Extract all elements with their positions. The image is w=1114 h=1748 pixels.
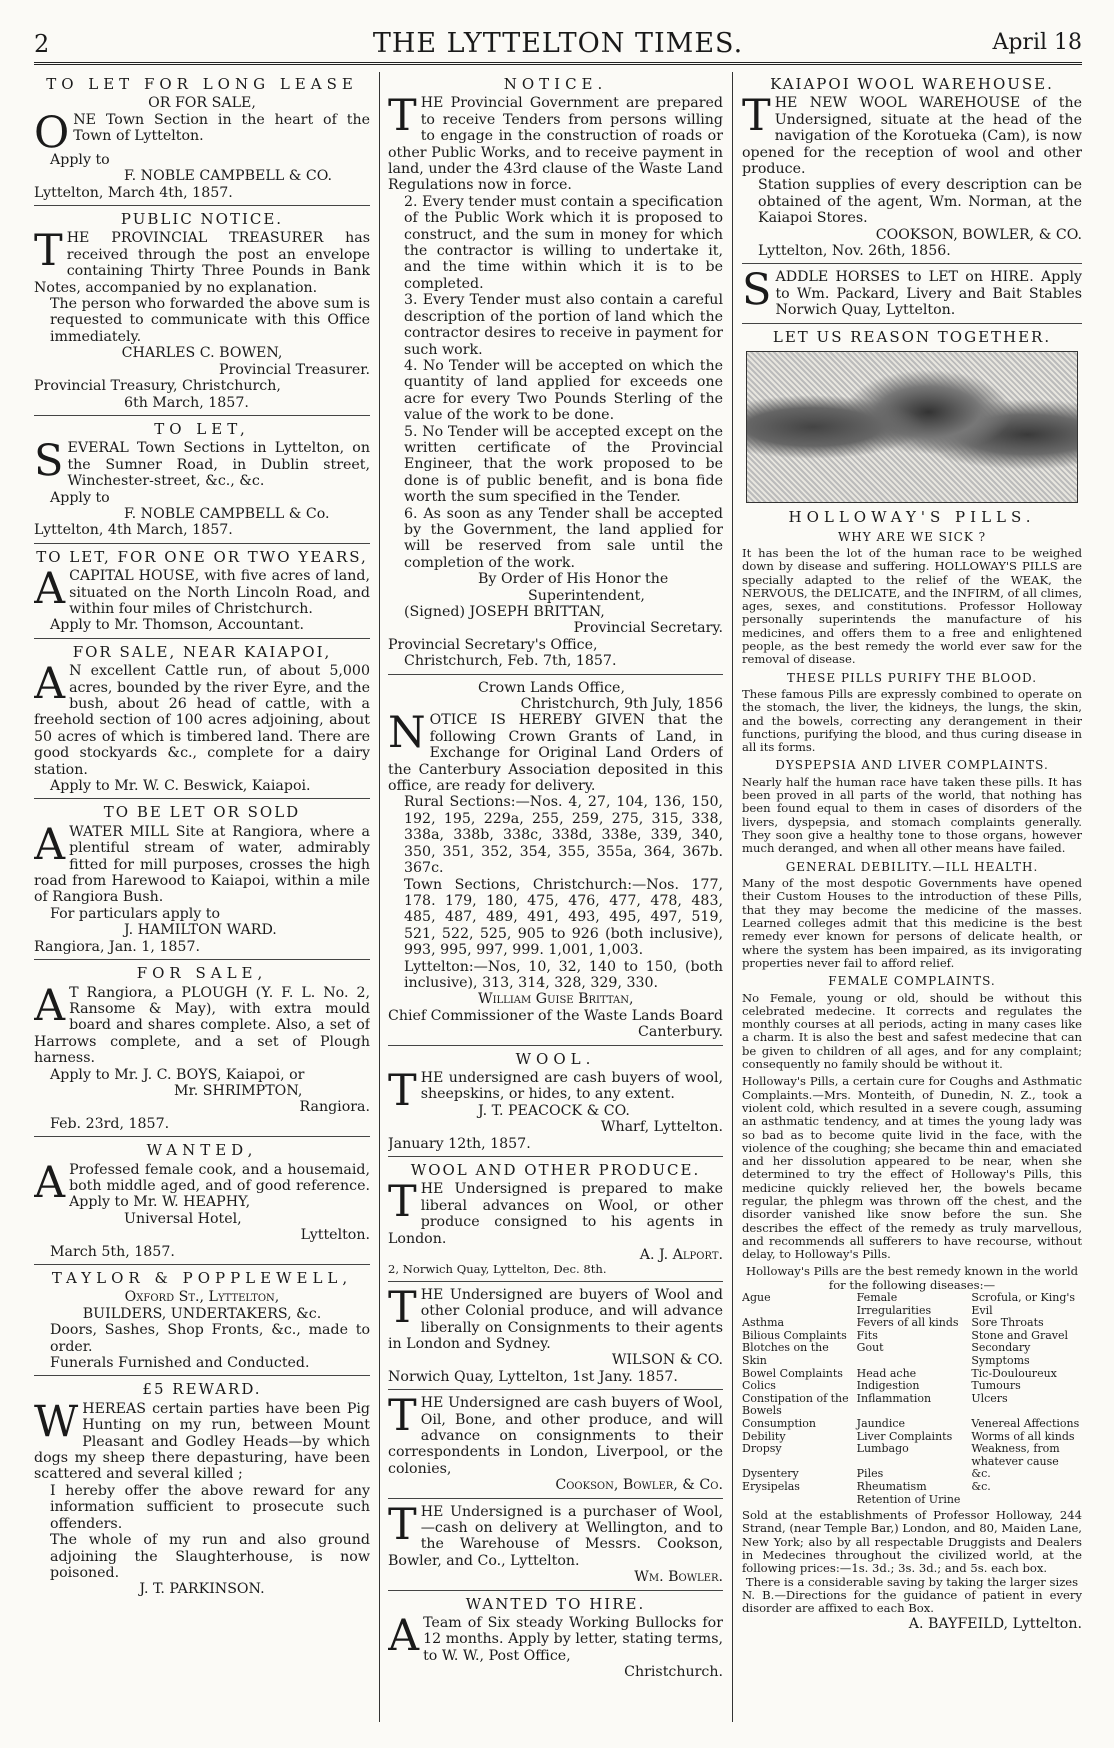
masthead — [34, 26, 1082, 65]
signature: Wm. Bowler. — [634, 1569, 723, 1586]
advert-body: Station supplies of every description can be obtained of the agent, Wm. Norman, at the Kaiapoi Stores. — [758, 177, 1082, 227]
dateline: Christchurch, Feb. 7th, 1857. — [404, 653, 617, 670]
advert-water-mill — [34, 804, 370, 960]
apply-line: Apply to — [50, 489, 110, 506]
advert-body: Professed female cook, and a housemaid, both middle aged, and of good reference. Apply to Mr. W. HEAPHY, — [69, 1161, 370, 1211]
advert-builders — [34, 1270, 370, 1376]
advert-saddle-horses — [742, 265, 1082, 323]
advert-body: Many of the most despotic Governments have opened their Custom Houses to the introduction of these Pills, that they may become the medicine of the masses. Learned colleges admit that this medicine is the best remedy ever known for persons of delicate health, or where the system has been impaired, as its invigorating properties never fail to afford relief. — [742, 876, 1082, 970]
column-3 — [742, 74, 1082, 1724]
advert-heading: TAYLOR & POPPLEWELL, — [51, 1269, 353, 1287]
apply-line: Apply to Mr. W. C. Beswick, Kaiapoi. — [50, 778, 311, 795]
signature-title: Canterbury. — [638, 1024, 723, 1041]
signature-title: Chief Commissioner of the Waste Lands Board — [388, 1007, 723, 1024]
dateline: Crown Lands Office, — [478, 679, 625, 696]
notice-clause: 2. Every tender must contain a specification of the Public Work which it is proposed to construct, and the sum in money for which the contractor is willing to undertake it, and the time within which it is to be completed. — [404, 193, 723, 292]
disease-item — [742, 1494, 853, 1507]
signature: Mr. SHRIMPTON, — [174, 1082, 303, 1099]
dateline: 6th March, 1857. — [124, 394, 249, 411]
section-heading: DYSPEPSIA AND LIVER COMPLAINTS. — [775, 758, 1049, 773]
disease-item: Jaundice — [856, 1417, 906, 1431]
drop-cap: T — [388, 1391, 417, 1442]
page-number: 2 — [34, 30, 50, 58]
disease-item: Liver Complaints — [856, 1429, 953, 1443]
signature: Universal Hotel, — [124, 1210, 242, 1227]
advert-heading: WANTED, — [146, 1141, 258, 1160]
advert-body: CAPITAL HOUSE, with five acres of land, situated on the North Lincoln Road, and within four miles of Christchurch. — [69, 568, 370, 617]
disease-item: Lumbago — [856, 1442, 909, 1456]
signature-title: Provincial Secretary. — [573, 620, 723, 637]
disease-item: Inflammation — [856, 1391, 932, 1405]
advert-body: Funerals Furnished and Conducted. — [50, 1355, 310, 1372]
testimonial: Holloway's Pills, a certain cure for Coughs and Asthmatic Complaints.—Mrs. Monteith, of Dunedin, N. Z., took a violent cold, which resulted in a severe cough, assuming an asthmatic tendency, and at times the young lady was so bad as to become quite livid in the face, with the violence of the coughing; she became thin and emaciated and her dissolution appeared to be near, when she determined to try the effect of Holloway's Pills, this medicine quickly relieved her, the bowels became regular, the phlegm was thrown off the chest, and the disorder vanished like snow before the sun. She describes the effect of the remedy as truly marvellous, and recommends all sufferers to have recourse, without delay, to Holloway's Pills. — [742, 1074, 1082, 1262]
disease-item: Head ache — [856, 1366, 917, 1380]
signature: A. BAYFEILD, Lyttelton. — [908, 1615, 1082, 1632]
advert-subheading: BUILDERS, UNDERTAKERS, &c. — [82, 1305, 322, 1322]
advert-government-notice — [388, 76, 723, 675]
advert-heading: NOTICE. — [503, 75, 608, 93]
signature: WILSON & CO. — [611, 1352, 723, 1369]
advert-body: HE NEW WOOL WAREHOUSE of the Undersigned, situate at the head of the navigation of the Korotueka (Cam), is now opened for the reception of wool and other produce. — [742, 95, 1082, 178]
apply-line: For particulars apply to — [50, 905, 221, 922]
order-line: By Order of His Honor the — [478, 571, 669, 588]
disease-item: Constipation of the Bowels — [742, 1391, 849, 1418]
dateline: Provincial Treasury, Christchurch, — [34, 378, 281, 395]
advert-heading: TO LET FOR LONG LEASE — [46, 75, 358, 93]
advert-wilson — [388, 1282, 723, 1390]
advert-body: HE Undersigned is prepared to make liberal advances on Wool, or other produce consigned to his agents in London. — [388, 1181, 723, 1247]
signature: CHARLES C. BOWEN, — [121, 345, 283, 362]
dateline: January 12th, 1857. — [388, 1135, 531, 1152]
disease-item: Fevers of all kinds — [856, 1316, 959, 1330]
disease-table — [742, 1292, 1082, 1506]
section-heading: FEMALE COMPLAINTS. — [828, 974, 996, 989]
advert-body: Doors, Sashes, Shop Fronts, &c., made to order. — [50, 1322, 370, 1355]
advert-subheading: Oxford St., Lyttelton, — [124, 1289, 280, 1306]
apply-line: Apply to — [50, 151, 110, 168]
disease-item: Secondary Symptoms — [971, 1341, 1031, 1368]
signature: F. NOBLE CAMPBELL & Co. — [124, 505, 330, 522]
drop-cap: A — [34, 564, 66, 615]
advert-crown-grants — [388, 680, 723, 1046]
engraving-illustration — [746, 351, 1078, 503]
disease-item: Retention of Urine — [856, 1492, 961, 1506]
directions-note: N. B.—Directions for the guidance of patient in every disorder are affixed to each Box. — [742, 1587, 1082, 1616]
advert-body: HEREAS certain parties have been Pig Hunting on my run, between Mount Pleasant and Godley Heads—by which dogs my sheep there depasturing, have been scattered and several killed ; — [34, 1400, 370, 1483]
town-sections: Town Sections, Christchurch:—Nos. 177, 178. 179, 180, 475, 476, 477, 478, 483, 485, 487, 489, 491, 493, 495, 497, 519, 521, 522, 525, 905 to 926 (both inclusive), 993, 995, 997, 999. 1,001, 1,003. — [404, 876, 723, 959]
disease-item: &c. — [971, 1467, 991, 1481]
advert-heading: LET US REASON TOGETHER. — [772, 327, 1052, 346]
advert-heading: PUBLIC NOTICE. — [120, 210, 284, 229]
drop-cap: A — [34, 980, 66, 1031]
signature: F. NOBLE CAMPBELL & CO. — [124, 168, 333, 185]
issue-date: April 18 — [992, 30, 1082, 55]
advert-bowler — [388, 1499, 723, 1591]
disease-intro: Holloway's Pills are the best remedy known in the world for the following diseases:— — [745, 1264, 1079, 1292]
dateline: Lyttelton, 4th March, 1857. — [34, 522, 233, 539]
drop-cap: T — [388, 91, 417, 142]
advert-body: ADDLE HORSES to LET on HIRE. Apply to Wm. Packard, Livery and Bait Stables Norwich Quay, Lyttelton. — [775, 269, 1082, 319]
drop-cap: S — [34, 436, 64, 487]
disease-item: Gout — [856, 1341, 884, 1355]
signature-title: Provincial Treasurer. — [219, 361, 370, 378]
signature-place: Wharf, Lyttelton. — [600, 1119, 723, 1136]
advert-body: HE Undersigned is a purchaser of Wool,—cash on delivery at Wellington, and to the Warehouse of Messrs. Cookson, Bowler, and Co., Lyttelton. — [388, 1503, 723, 1569]
drop-cap: T — [388, 1177, 417, 1228]
sales-info: Sold at the establishments of Professor Holloway, 244 Strand, (near Temple Bar,) London, and 80, Maiden Lane, New York; also by all respectable Druggists and Dealers in Medecines throughout the civilized world, at the following prices:—1s. 3d.; 3s. 3d.; and 5s. each box. — [742, 1508, 1082, 1576]
advert-body: OTICE IS HEREBY GIVEN that the following Crown Grants of Land, in Exchange for Original Land Orders of the Canterbury Association deposited in this office, are ready for delivery. — [388, 712, 723, 795]
advert-to-let — [34, 421, 370, 544]
newspaper-title: THE LYTTELTON TIMES. — [372, 28, 744, 59]
advert-body: N excellent Cattle run, of about 5,000 acres, bounded by the river Eyre, and the bush, about 26 head of cattle, with a freehold section of 100 acres adjoining, about 50 acres of which is timbered land. There are good stockyards &c., complete for a dairy station. — [34, 663, 370, 778]
disease-item: Blotches on the Skin — [742, 1341, 829, 1368]
signature: William Guise Brittan, — [478, 991, 634, 1008]
drop-cap: O — [34, 107, 70, 158]
advert-wool-produce — [388, 1162, 723, 1282]
section-heading: GENERAL DEBILITY.—ILL HEALTH. — [785, 859, 1039, 874]
drop-cap: A — [34, 819, 66, 870]
disease-item: Bilious Complaints — [742, 1328, 847, 1342]
dateline: Rangiora, Jan. 1, 1857. — [34, 938, 200, 955]
advert-heading: KAIAPOI WOOL WAREHOUSE. — [770, 75, 1054, 93]
drop-cap: T — [388, 1282, 417, 1333]
column-rule — [732, 72, 733, 1722]
disease-item: Sore Throats — [971, 1316, 1044, 1330]
advert-holloways-pills — [742, 329, 1082, 1636]
disease-item: Female Irregularities — [856, 1291, 932, 1317]
disease-item: Ague — [742, 1291, 771, 1305]
disease-item: Worms of all kinds — [971, 1429, 1075, 1443]
signature: (Signed) JOSEPH BRITTAN, — [404, 604, 605, 620]
drop-cap: T — [742, 91, 771, 142]
disease-item: Rheumatism — [856, 1479, 927, 1493]
drop-cap: W — [34, 1396, 79, 1447]
advert-capital-house — [34, 549, 370, 639]
notice-clause: 6. As soon as any Tender shall be accepted by the Government, the land applied for will be reserved from sale until the completion of the work. — [404, 505, 723, 571]
advert-body: The whole of my run and also ground adjoining the Slaughterhouse, is now poisoned. — [50, 1532, 370, 1581]
advert-body: The person who forwarded the above sum is requested to communicate with this Office immediately. — [50, 296, 370, 345]
saving-note: There is a considerable saving by taking the larger sizes — [745, 1574, 1079, 1589]
advert-body: HE Undersigned are cash buyers of Wool, Oil, Bone, and other produce, and will advance on consignments to their correspondents in London, Liverpool, or the colonies, — [388, 1395, 723, 1477]
signature-place: Lyttelton. — [300, 1227, 370, 1244]
advert-heading: FOR SALE, NEAR KAIAPOI, — [72, 642, 332, 661]
advert-body: These famous Pills are expressly combined to operate on the stomach, the liver, the kidneys, the lungs, the skin, and the bowels, correcting any derangement in their functions, purifying the blood, and thus curing disease in all its forms. — [742, 686, 1082, 755]
dateline: Lyttelton, March 4th, 1857. — [34, 184, 233, 201]
disease-item: Stone and Gravel — [971, 1328, 1069, 1342]
drop-cap: A — [34, 1157, 66, 1208]
advert-body: HE Provincial Government are prepared to receive Tenders from persons willing to engage in the construction of roads or other Public Works, and to receive payment in land, under the 43rd clause of the Waste Land Regulations now in force. — [388, 95, 723, 194]
apply-line: Apply to Mr. J. C. BOYS, Kaiapoi, or — [50, 1066, 305, 1083]
column-rule — [379, 72, 380, 1722]
advert-heading: FOR SALE, — [136, 964, 268, 983]
advert-body: Nearly half the human race have taken these pills. It has been proved in all parts of the world, that nothing has been found equal to them in cases of disorders of the livers, dyspepsia, and stomach complaints generally. They soon give a healthy tone to those organs, however much deranged, and when all other means have failed. — [742, 774, 1082, 856]
advert-plough — [34, 965, 370, 1137]
disease-item: Ulcers — [971, 1391, 1008, 1405]
disease-item — [971, 1494, 1082, 1507]
signature: Christchurch. — [624, 1664, 723, 1681]
notice-clause: 4. No Tender will be accepted on which the quantity of land applied for exceeds one acre for every Two Pounds Sterling of the value of the work to be done. — [404, 357, 723, 424]
advert-heading: TO BE LET OR SOLD — [103, 803, 301, 822]
signature: A. J. Alport. — [639, 1247, 723, 1264]
signature: J. T. PARKINSON. — [139, 1581, 265, 1598]
disease-item: Tic-Douloureux — [971, 1366, 1057, 1380]
disease-item: Piles — [856, 1467, 884, 1481]
disease-item: Tumours — [971, 1379, 1021, 1393]
section-heading: WHY ARE WE SICK ? — [837, 529, 987, 544]
drop-cap: S — [742, 265, 772, 316]
order-line: Superintendent, — [528, 587, 645, 604]
column-1 — [34, 74, 370, 1724]
advert-wool — [388, 1051, 723, 1157]
advert-reward — [34, 1381, 370, 1601]
notice-clause: 5. No Tender will be accepted except on the written certificate of the Provincial Engineer, that the work proposed to be done is of public benefit, and is bona fide worth the sum specified in the Tender. — [404, 423, 723, 506]
disease-item: Scrofula, or King's Evil — [971, 1291, 1076, 1317]
advert-body: HE Undersigned are buyers of Wool and other Colonial produce, and will advance liberally on Consignments to their agents in London and Sydney. — [388, 1286, 723, 1352]
section-heading: THESE PILLS PURIFY THE BLOOD. — [786, 670, 1038, 685]
rural-sections: Rural Sections:—Nos. 4, 27, 104, 136, 150, 192, 195, 229a, 255, 259, 275, 315, 338, 338a, 338b, 338c, 338d, 338e, 339, 340, 350, 351, 352, 354, 355, 355a, 364, 367b. 367c. — [404, 794, 723, 877]
advert-body: EVERAL Town Sections in Lyttelton, on the Sumner Road, in Dublin street, Winchester-street, &c., &c. — [67, 440, 370, 490]
column-2 — [388, 74, 723, 1724]
advert-long-lease — [34, 76, 370, 206]
drop-cap: N — [388, 708, 426, 759]
disease-item: Debility — [742, 1429, 786, 1443]
advert-heading: £5 REWARD. — [142, 1380, 262, 1399]
dateline: March 5th, 1857. — [50, 1243, 175, 1260]
advert-subheading: OR FOR SALE, — [148, 95, 256, 112]
disease-item: Dysentery — [742, 1467, 799, 1481]
signature: Cookson, Bowler, & Co. — [555, 1477, 723, 1494]
dateline: Norwich Quay, Lyttelton, 1st Jany. 1857. — [388, 1368, 678, 1385]
disease-item: Venereal Affections — [971, 1417, 1080, 1431]
disease-item: Fits — [856, 1328, 878, 1342]
drop-cap: T — [388, 1065, 417, 1116]
drop-cap: T — [34, 226, 63, 277]
drop-cap: T — [388, 1499, 417, 1550]
advert-wanted-to-hire — [388, 1596, 723, 1685]
advert-body: It has been the lot of the human race to be weighed down by disease and suffering. HOLLOWAY'S PILLS are specially adapted to the relief of the WEAK, the NERVOUS, the DELICATE, and the INFIRM, of all climes, ages, sexes, and constitutions. Professor Holloway personally superintends the manufacture of his medicines, and offers them to a free and enlightened people, as the best remedy the world ever saw for the removal of disease. — [742, 545, 1082, 667]
signature: J. HAMILTON WARD. — [124, 922, 277, 939]
signature: COOKSON, BOWLER, & CO. — [875, 226, 1082, 243]
notice-clause: 3. Every Tender must also contain a careful description of the portion of land which the contractor desires to receive in payment for such work. — [404, 292, 723, 358]
drop-cap: A — [388, 1611, 420, 1662]
advert-body: HE undersigned are cash buyers of wool, sheepskins, or hides, to any extent. — [420, 1069, 723, 1103]
dateline: Provincial Secretary's Office, — [388, 636, 598, 653]
advert-heading: TO LET, FOR ONE OR TWO YEARS, — [36, 547, 368, 566]
advert-public-notice — [34, 211, 370, 416]
disease-item: Indigestion — [856, 1379, 920, 1393]
advert-body: I hereby offer the above reward for any information sufficient to prosecute such offenders. — [50, 1482, 370, 1532]
signature-place: Rangiora. — [299, 1099, 370, 1116]
disease-item: Bowel Complaints — [742, 1366, 843, 1380]
disease-item: Weakness, from whatever cause — [971, 1442, 1060, 1468]
advert-body: HE PROVINCIAL TREASURER has received through the post an envelope containing Thirty Three Pounds in Bank Notes, accompanied by no explanation. — [34, 230, 370, 296]
advert-wanted-cook — [34, 1142, 370, 1265]
advert-heading: WANTED TO HIRE. — [465, 1594, 646, 1613]
advert-kaiapoi-run — [34, 644, 370, 800]
disease-item: Dropsy — [742, 1442, 782, 1456]
dateline: Christchurch, 9th July, 1856 — [520, 696, 723, 713]
disease-item: Colics — [742, 1379, 776, 1393]
signature: J. T. PEACOCK & CO. — [478, 1102, 630, 1119]
disease-item: &c. — [971, 1479, 991, 1493]
brand-heading: HOLLOWAY'S PILLS. — [788, 508, 1036, 527]
advert-body: T Rangiora, a PLOUGH (Y. F. L. No. 2, Ransome & May), with extra mould board and shares complete. Also, a set of Harrows complete, and a set of Plough harness. — [34, 984, 370, 1067]
lyttelton-sections: Lyttelton:—Nos, 10, 32, 140 to 150, (both inclusive), 313, 314, 328, 329, 330. — [404, 958, 723, 991]
drop-cap: A — [34, 659, 66, 710]
advert-body: NE Town Section in the heart of the Town of Lyttelton. — [73, 111, 370, 145]
disease-item: Asthma — [742, 1316, 785, 1330]
advert-body: Team of Six steady Working Bullocks for 12 months. Apply by letter, stating terms, to W. W., Post Office, — [423, 1615, 723, 1664]
advert-heading: WOOL AND OTHER PRODUCE. — [410, 1161, 701, 1179]
advert-body: No Female, young or old, should be without this celebrated medecine. It corrects and regulates the monthly courses at all periods, acting in many cases like a charm. It is also the best and safest medecine that can be given to children of all ages, and for any complaint; consequently no family should be without it. — [742, 990, 1082, 1072]
advert-cookson — [388, 1391, 723, 1498]
advert-kaiapoi-warehouse — [742, 76, 1082, 264]
advert-heading: TO LET, — [154, 419, 250, 438]
disease-item: Erysipelas — [742, 1479, 800, 1493]
advert-heading: WOOL. — [515, 1049, 596, 1068]
dateline: Lyttelton, Nov. 26th, 1856. — [758, 243, 951, 260]
apply-line: Apply to Mr. Thomson, Accountant. — [50, 617, 305, 634]
dateline: Feb. 23rd, 1857. — [50, 1115, 170, 1132]
dateline: 2, Norwich Quay, Lyttelton, Dec. 8th. — [388, 1262, 607, 1277]
advert-body: WATER MILL Site at Rangiora, where a plentiful stream of water, admirably fitted for mill purposes, crosses the high road from Harewood to Kaiapoi, within a mile of Rangiora Bush. — [34, 823, 370, 906]
disease-item: Consumption — [742, 1417, 816, 1431]
